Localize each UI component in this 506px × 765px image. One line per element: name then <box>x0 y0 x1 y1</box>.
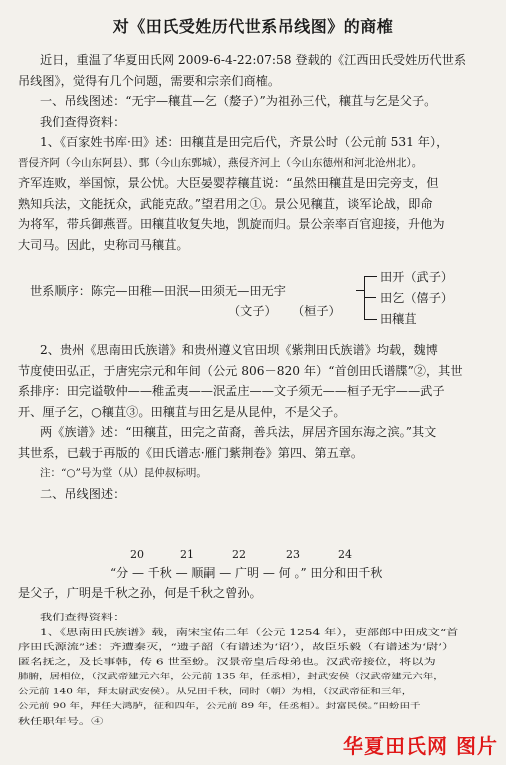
text-line: 匿名抚之，及长事韩，传 6 世至蚡。汉景帝皇后母弟也。汉武帝接位，将以为 <box>18 656 436 667</box>
generation-number: 20 <box>130 548 144 561</box>
text-line: 是父子，广明是千秋之孙，何是千秋之曾孙。 <box>18 586 262 600</box>
text-line: 我们查得资料： <box>40 612 126 623</box>
page-title: 对《田氏受姓历代世系吊线图》的商榷 <box>112 17 394 36</box>
text-line: 系排序：田完谥敬仲——稚孟夷——泯孟庄——文子须无——桓子无宇——武子 <box>18 384 445 398</box>
generation-line <box>62 548 482 588</box>
branch-bracket <box>364 276 377 320</box>
section-two <box>18 340 492 504</box>
branch-middle <box>364 297 376 298</box>
text-line: 开、厘子乞，○穰苴③。田穰苴与田乞是从昆仲，不是父子。 <box>18 404 346 419</box>
branch-connector <box>356 290 364 291</box>
generation-number: 22 <box>232 548 246 561</box>
text-line: 节度使田弘正，于唐宪宗元和年间（公元 806－820 年）“首创田氏谱牒”②，其世 <box>18 363 463 378</box>
generation-number: 23 <box>286 548 300 561</box>
generation-number: 21 <box>180 548 194 561</box>
text-line: 近日，重温了华夏田氏网 2009-6-4-22:07:58 登载的《江西田氏受姓历代世系 <box>40 53 467 67</box>
text-line: 熟知兵法，文能抚众，武能克敌。”望君用之①。景公见穰苴，谈军论战，即命 <box>18 196 433 211</box>
section-three-body <box>18 610 492 728</box>
text-line: 其世系，已载于再版的《田氏谱志·雁门紫荆卷》第四、第五章。 <box>18 445 364 460</box>
text-line: 齐军连败，举国惊，景公忧。大臣晏婴荐穰苴说：“虽然田穰苴是田完旁支，但 <box>18 176 439 190</box>
text-line: 秋任职年号。④ <box>18 715 104 726</box>
text-line: 注：“○”号为堂（从）昆仲叔标明。 <box>40 467 207 479</box>
text-line: 两《族谱》述：“田穰苴，田完之苗裔，善兵法，屏居齐国东海之滨。”其文 <box>40 425 437 439</box>
text-line: 2、贵州《思南田氏族谱》和贵州遵义官田坝《紫荆田氏族谱》均载，魏博 <box>40 343 438 357</box>
section-three <box>18 583 492 604</box>
text-line: 肺腑，居相位，（汉武帝建元六年，公元前 135 年，任丞相），封武安侯（汉武帝建元六年， <box>18 671 444 681</box>
generation-row: “分 — 千秋 — 顺嗣 — 广明 — 何 。” 田分和田千秋 <box>110 566 383 580</box>
intro-block <box>18 50 492 255</box>
text-line: 吊线图》，觉得有几个问题，需要和宗亲们商榷。 <box>18 73 281 88</box>
text-line: 二、吊线图述： <box>40 486 126 501</box>
text-line: 1、《百家姓书库·田》述：田穰苴是田完后代，齐景公时（公元前 531 年）， <box>40 135 449 149</box>
branch-label: 田开（武子） <box>380 270 454 284</box>
lineage-diagram <box>30 268 470 334</box>
lineage-note: （文子） <box>228 304 277 318</box>
text-line: 晋侵齐阿（今山东阿县）、鄄（今山东鄄城），燕侵齐河上（今山东德州和河北沧州北）。 <box>18 156 423 169</box>
text-line: 1、《思南田氏族谱》载，南宋宝佑二年（公元 1254 年），吏部郎中田成文“首 <box>40 626 459 637</box>
text-line: 我们查得资料： <box>40 114 126 129</box>
lineage-note: （桓子） <box>292 304 341 318</box>
text-line: 公元前 90 年，拜任大鸿胪，征和四年，公元前 89 年，任丞相）。封富民侯。”田蚡田千 <box>18 701 421 711</box>
generation-number: 24 <box>338 548 352 561</box>
text-line: 为将军，带兵御燕晋。田穰苴收复失地，凯旋而归。景公亲率百官迎接，升他为 <box>18 217 445 231</box>
text-line: 一、吊线图述：“无宇—穰苴—乞（嫠子）”为祖孙三代，穰苴与乞是父子。 <box>40 94 437 108</box>
watermark: 华夏田氏网 图片 <box>343 734 498 758</box>
text-line: 序田氏源流”述：齐遭秦灭，“遗子韶（有谱述为‘诏’），故臣乐毅（有谱述为‘尉’） <box>18 641 455 652</box>
branch-label: 田乞（僖子） <box>380 291 454 305</box>
text-line: 大司马。因此，史称司马穰苴。 <box>18 237 189 252</box>
lineage-sequence: 世系顺序：陈完—田稚—田泯—田须无—田无宇 <box>30 284 286 298</box>
branch-label: 田穰苴 <box>380 312 417 326</box>
text-line: 公元前 140 年，拜太尉武安侯）。从兄田千秋，同时（朝）为相，（汉武帝征和三年， <box>18 686 413 696</box>
